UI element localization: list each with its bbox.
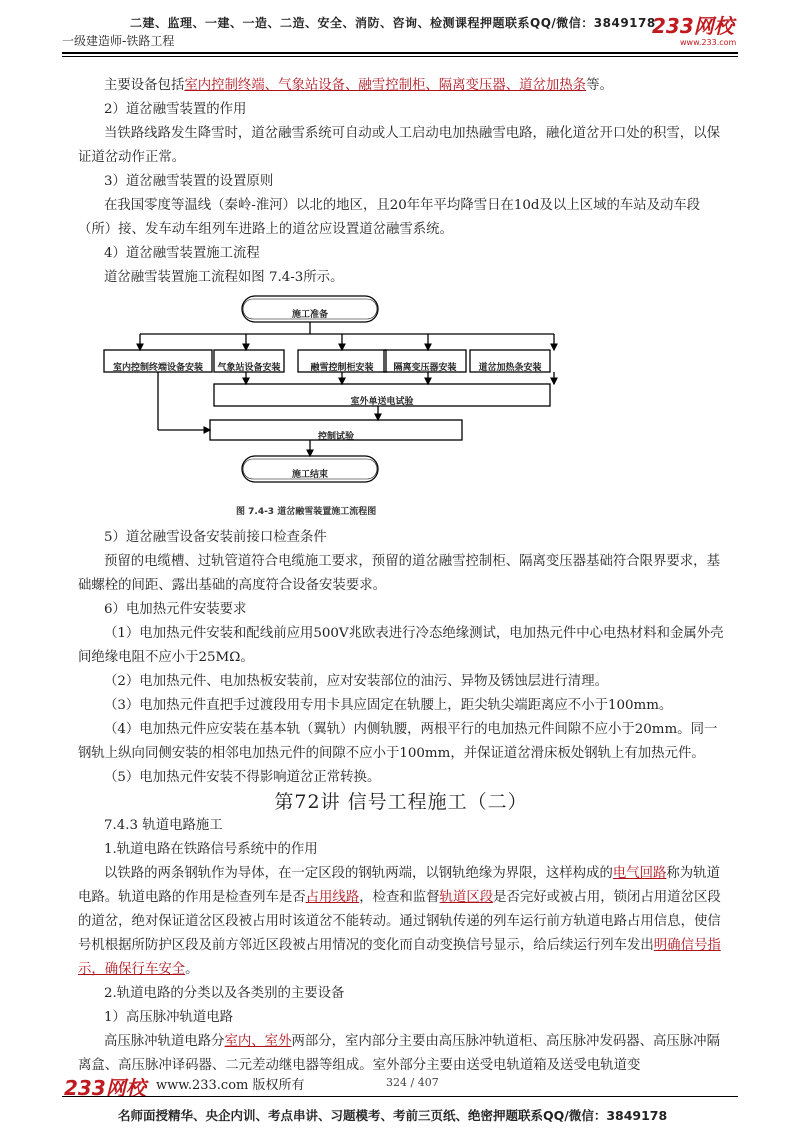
- text: 以铁路的两条钢轨作为导体，在一定区段的钢轨两端，以钢轨绝缘为界限，这样构成的: [104, 866, 613, 881]
- list-item: （2）电加热元件、电加热板安装前，应对安装部位的油污、异物及锈蚀层进行清理。: [104, 674, 608, 689]
- paragraph-pulse-circuit: [78, 1030, 724, 1078]
- highlight-term: 室内、室外: [224, 1034, 292, 1049]
- section-heading: 7.4.3 轨道电路施工: [104, 818, 223, 833]
- paragraph-track-circuit: [78, 862, 724, 982]
- document-body: [78, 74, 724, 1078]
- text: ，检查和监督: [359, 890, 440, 905]
- heading-heating: 6）电加热元件安装要求: [104, 602, 247, 617]
- highlight-term: 轨道区段: [439, 890, 494, 905]
- highlight-term: 占用线路: [305, 890, 360, 905]
- footer-promo-text: 名师面授精华、央企内训、考点串讲、习题模考、考前三页纸、绝密押题联系QQ/微信：3849178: [118, 1108, 668, 1123]
- highlight-term: 明确信号指示，确保行车安全: [78, 938, 721, 977]
- text: 等。: [586, 78, 613, 93]
- heading-function: 2）道岔融雪装置的作用: [104, 102, 247, 117]
- highlight-equipment: 室内控制终端、气象站设备、融雪控制柜、隔离变压器、道岔加热条: [184, 78, 587, 93]
- paragraph-interface: 预留的电缆槽、过轨管道符合电缆施工要求，预留的道岔融雪控制柜、隔离变压器基础符合限界要求，基础螺栓的间距、露出基础的高度符合设备安装要求。: [78, 554, 720, 593]
- header-logo-url: www.233.com: [680, 38, 737, 47]
- list-item: （3）电加热元件直把手过渡段用专用卡具应固定在轨腰上，距尖轨尖端距离应不小于100mm。: [104, 698, 673, 713]
- flow-device-label: 室内控制终端设备安装: [112, 363, 203, 373]
- heading-interface: 5）道岔融雪设备安装前接口检查条件: [104, 530, 327, 545]
- section-heading: 1.轨道电路在铁路信号系统中的作用: [104, 842, 318, 857]
- paragraph-equipment: [78, 74, 724, 98]
- heading-principle: 3）道岔融雪装置的设置原则: [104, 174, 274, 189]
- footer-logo: 233网校: [64, 1076, 146, 1100]
- paragraph-function: 当铁路线路发生降雪时，道岔融雪系统可自动或人工启动电加热融雪电路，融化道岔开口处的积雪，以保证道岔动作正常。: [78, 126, 720, 165]
- section-heading: 1）高压脉冲轨道电路: [104, 1010, 234, 1025]
- paragraph-process: 道岔融雪装置施工流程如图 7.4-3所示。: [104, 270, 344, 285]
- heading-process: 4）道岔融雪装置施工流程: [104, 246, 260, 261]
- text: 高压脉冲轨道电路分: [104, 1034, 225, 1049]
- list-item: （4）电加热元件应安装在基本轨（翼轨）内侧轨腰，两根平行的电加热元件间隙不应小于20mm。同一钢轨上纵向同侧安装的相邻电加热元件的间隙不应小于100mm，并保证道岔滑床板处钢轨上有加热元件。: [78, 722, 718, 761]
- flow-end-label: 施工结束: [291, 470, 328, 480]
- highlight-term: 电气回路: [612, 866, 667, 881]
- section-heading: 2.轨道电路的分类以及各类别的主要设备: [104, 986, 345, 1001]
- header-logo: 233网校: [652, 14, 734, 38]
- flow-start-label: 施工准备: [291, 310, 328, 320]
- flowchart-caption: 图 7.4-3 道岔融雪装置施工流程图: [236, 507, 377, 517]
- header-subtitle: 一级建造师-铁路工程: [62, 34, 175, 48]
- flow-single-test-label: 室外单送电试验: [350, 397, 414, 407]
- flow-device-label: 气象站设备安装: [217, 363, 281, 373]
- list-item: （1）电加热元件安装和配线前应用500V兆欧表进行冷态绝缘测试，电加热元件中心电热材料和金属外壳间绝缘电阻不应小于25MΩ。: [78, 626, 724, 665]
- header-promo-text: 二建、监理、一建、一造、二造、安全、消防、咨询、检测课程押题联系QQ/微信：3849178: [130, 16, 656, 30]
- text: 。: [185, 962, 199, 977]
- header-divider: [62, 52, 738, 57]
- paragraph-principle: 在我国零度等温线（秦岭-淮河）以北的地区，且20年年平均降雪日在10d及以上区域的车站及动车段（所）接、发车动车组列车进路上的道岔应设置道岔融雪系统。: [78, 198, 701, 237]
- text: 主要设备包括: [104, 78, 185, 93]
- flow-device-label: 融雪控制柜安装: [310, 363, 374, 373]
- footer-divider: [62, 1096, 738, 1097]
- lecture-title: 第72讲 信号工程施工（二）: [274, 791, 528, 813]
- flow-device-label: 道岔加热条安装: [478, 363, 542, 373]
- flowchart: [78, 294, 724, 524]
- footer-copyright: www.233.com 版权所有: [156, 1078, 305, 1093]
- flow-device-label: 隔离变压器安装: [393, 363, 457, 373]
- text: 两部分，室内部分主要由高压脉冲轨道柜、高压脉冲发码器、高压脉冲隔离盒、高压脉冲译码器、二元差动继电器等组成。室外部分主要由送受电轨道箱及送受电轨道变: [78, 1034, 720, 1073]
- text: 称为轨道电路。轨道电路的作用是检查列车是否: [78, 866, 720, 905]
- page-number: 324 / 407: [386, 1076, 439, 1089]
- flow-control-test-label: 控制试验: [317, 432, 354, 442]
- text: 是否完好或被占用，锁闭占用道岔区段的道岔，绝对保证道岔区段被占用时该道岔不能转动。通过钢轨传递的列车运行前方轨道电路占用信息，使信号机根据所防护区段及前方邻近区段被占用情况的变化而自动变换信号显示，给后续运行列车发出: [78, 890, 721, 953]
- list-item: （5）电加热元件安装不得影响道岔正常转换。: [104, 770, 381, 785]
